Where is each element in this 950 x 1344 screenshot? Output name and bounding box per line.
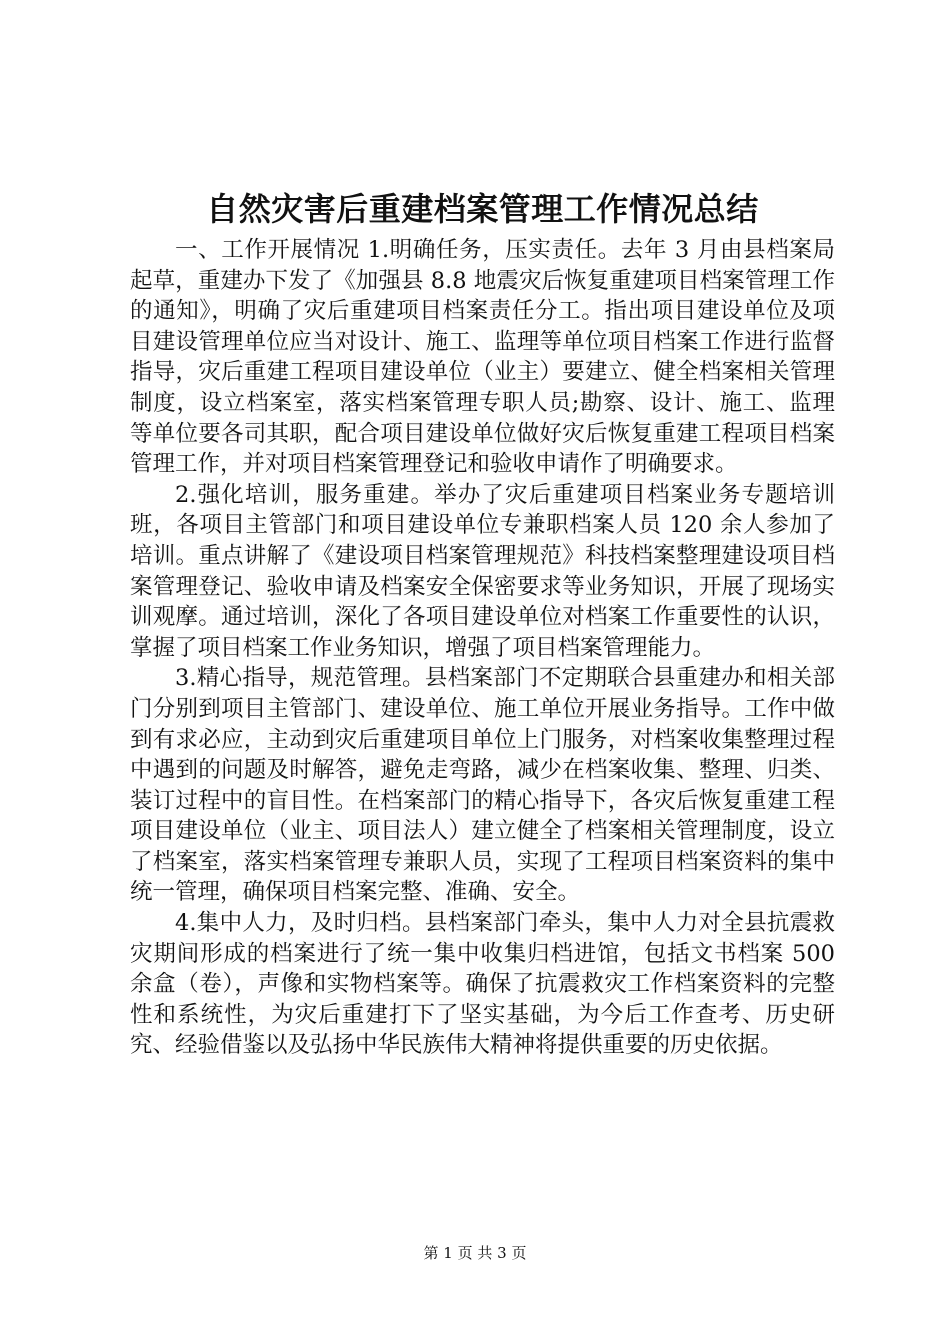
paragraph-2: 2.强化培训，服务重建。举办了灾后重建项目档案业务专题培训班，各项目主管部门和项目建设单位专兼职档案人员 120 余人参加了培训。重点讲解了《建设项目档案管理规范》科技档案整理建设项目档案管理登记、验收申请及档案安全保密要求等业务知识，开展了现场实训观摩。通过培训，深化了各项目建设单位对档案工作重要性的认识，掌握了项目档案工作业务知识，增强了项目档案管理能力。 [130, 481, 835, 661]
paragraph-3: 3.精心指导，规范管理。县档案部门不定期联合县重建办和相关部门分别到项目主管部门、建设单位、施工单位开展业务指导。工作中做到有求必应，主动到灾后重建项目单位上门服务，对档案收集整理过程中遇到的问题及时解答，避免走弯路，减少在档案收集、整理、归类、装订过程中的盲目性。在档案部门的精心指导下，各灾后恢复重建工程项目建设单位（业主、项目法人）建立健全了档案相关管理制度，设立了档案室，落实档案管理专兼职人员，实现了工程项目档案资料的集中统一管理，确保项目档案完整、准确、安全。 [130, 665, 835, 906]
document-page [130, 185, 835, 1061]
paragraph-1: 一、工作开展情况 1.明确任务，压实责任。去年 3 月由县档案局起草，重建办下发了《加强县 8.8 地震灾后恢复重建项目档案管理工作的通知》，明确了灾后重建项目档案责任分工。指出项目建设单位及项目建设管理单位应当对设计、施工、监理等单位项目档案工作进行监督指导，灾后重建工程项目建设单位（业主）要建立、健全档案相关管理制度，设立档案室，落实档案管理专职人员;勘察、设计、施工、监理等单位要各司其职，配合项目建设单位做好灾后恢复重建工程项目档案管理工作，并对项目档案管理登记和验收申请作了明确要求。 [130, 237, 835, 478]
paragraph-4: 4.集中人力，及时归档。县档案部门牵头，集中人力对全县抗震救灾期间形成的档案进行了统一集中收集归档进馆，包括文书档案 500 余盒（卷），声像和实物档案等。确保了抗震救灾工作档案资料的完整性和系统性，为灾后重建打下了坚实基础，为今后工作查考、历史研究、经验借鉴以及弘扬中华民族伟大精神将提供重要的历史依据。 [130, 910, 835, 1059]
document-title: 自然灾害后重建档案管理工作情况总结 [206, 190, 759, 228]
page-footer: 第 1 页 共 3 页 [423, 1244, 527, 1262]
